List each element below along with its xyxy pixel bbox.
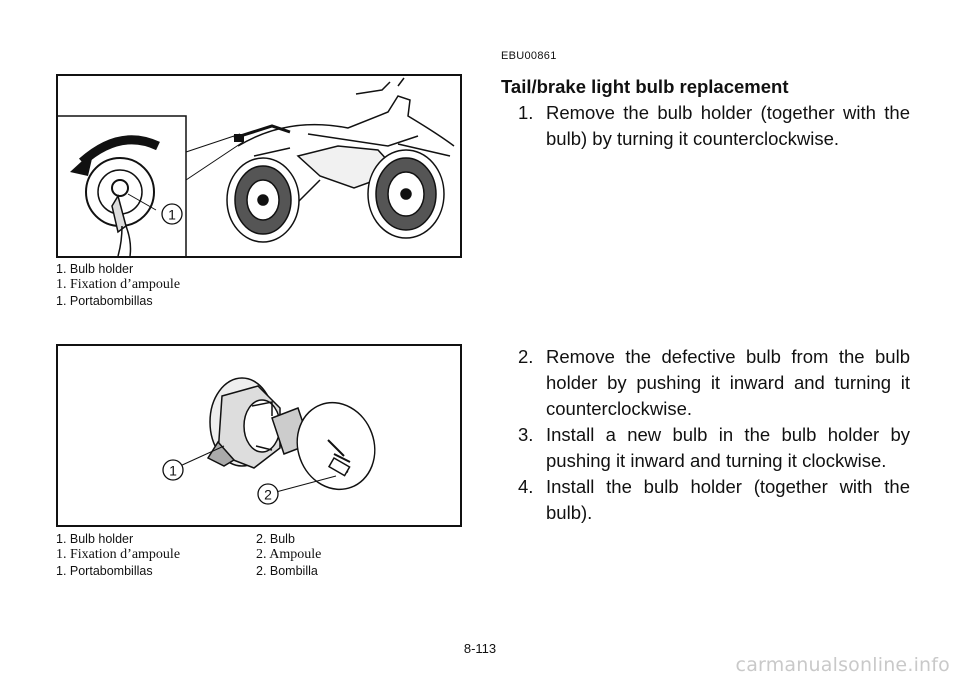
step-item [518, 100, 910, 152]
atv-illustration [58, 76, 460, 256]
step-number: 4. [518, 476, 534, 497]
figure-atv-bulb-holder [56, 74, 462, 258]
step-number: 1. [518, 102, 534, 123]
step-item [518, 474, 910, 526]
caption-en: 2. Bulb [256, 532, 295, 546]
caption-en: 1. Bulb holder [56, 262, 134, 276]
step-number: 3. [518, 424, 534, 445]
page-number: 8-113 [463, 641, 497, 656]
step-item [518, 344, 910, 422]
figure1-caption [56, 261, 180, 309]
svg-text:1: 1 [169, 462, 177, 479]
watermark: carmanualsonline.info [735, 654, 950, 676]
figure2-caption-col1 [56, 531, 180, 579]
step-text: Install a new bulb in the bulb holder by pushing it inward and turning it clockwise. [546, 424, 910, 471]
figure2-caption-col2 [256, 531, 321, 579]
step-text: Remove the defective bulb from the bulb holder by pushing it inward and turning it counterclockwise. [546, 346, 910, 419]
section-code: EBU00861 [501, 50, 557, 62]
bulb-illustration [58, 346, 460, 525]
caption-fr: 1. Fixation d’ampoule [56, 547, 181, 562]
callout-1 [162, 204, 182, 224]
caption-en: 1. Bulb holder [56, 532, 134, 546]
caption-es: 1. Portabombillas [56, 294, 153, 308]
section-title: Tail/brake light bulb replacement [501, 76, 789, 97]
svg-text:1: 1 [168, 206, 176, 223]
caption-fr: 1. Fixation d’ampoule [56, 277, 181, 292]
steps-list [518, 100, 910, 152]
caption-es: 1. Portabombillas [56, 564, 153, 578]
step-number: 2. [518, 346, 534, 367]
step-text: Install the bulb holder (together with the bulb). [546, 476, 910, 523]
step-item [518, 422, 910, 474]
svg-text:2: 2 [264, 486, 272, 503]
callout-2 [258, 484, 278, 504]
steps-list [518, 344, 910, 526]
caption-es: 2. Bombilla [256, 564, 318, 578]
caption-fr: 2. Ampoule [256, 547, 322, 562]
step-text: Remove the bulb holder (together with the bulb) by turning it counterclockwise. [546, 102, 910, 149]
figure-bulb-and-holder [56, 344, 462, 527]
callout-1 [163, 460, 183, 480]
